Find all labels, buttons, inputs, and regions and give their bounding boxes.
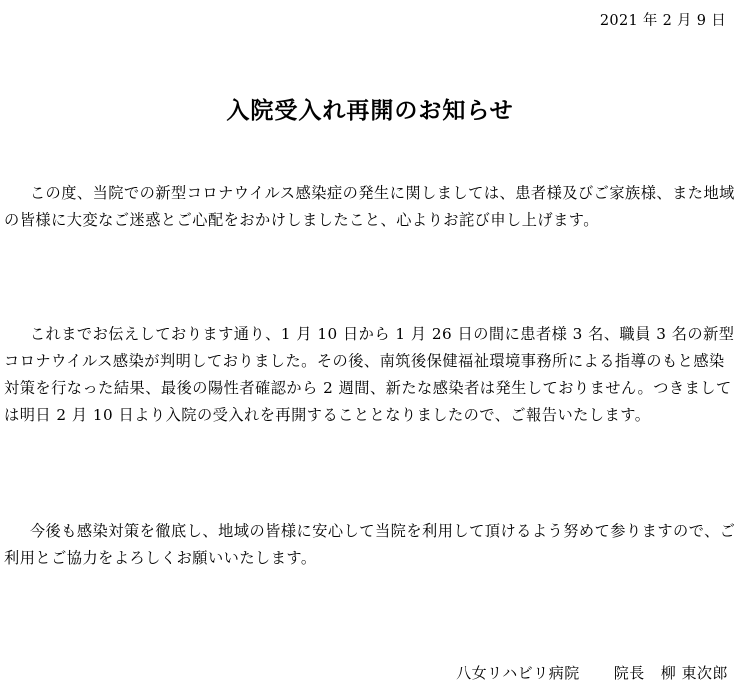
signature (456, 662, 728, 683)
signature-position: 院長 (613, 664, 645, 682)
document-date: 2021 年 2 月 9 日 (599, 13, 726, 29)
paragraph-closing: 今後も感染対策を徹底し、地域の皆様に安心して当院を利用して頂けるよう努めて参りますので、ご利用とご協力をよろしくお願いいたします。 (4, 522, 736, 567)
paragraph-apology: この度、当院での新型コロナウイルス感染症の発生に関しましては、患者様及びご家族様、また地域の皆様に大変なご迷惑とご心配をおかけしましたこと、心よりお詫び申し上げます。 (4, 184, 735, 229)
document-title: 入院受入れ再開のお知らせ (226, 97, 514, 124)
signature-name: 柳 東次郎 (660, 664, 728, 682)
paragraph-report: これまでお伝えしております通り、1 月 10 日から 1 月 26 日の間に患者様 3 名、職員 3 名の新型コロナウイルス感染が判明しておりました。その後、南筑後保健福祉環境事務所による指導のもと感染対策を行なった結果、最後の陽性者確認から 2 週間、新たな感染者は発生しておりません。つきましては明日 2 月 10 日より入院の受入れを再開することとなりましたので、ご報告いたします。 (4, 325, 735, 424)
signature-hospital: 八女リハビリ病院 (456, 664, 580, 682)
